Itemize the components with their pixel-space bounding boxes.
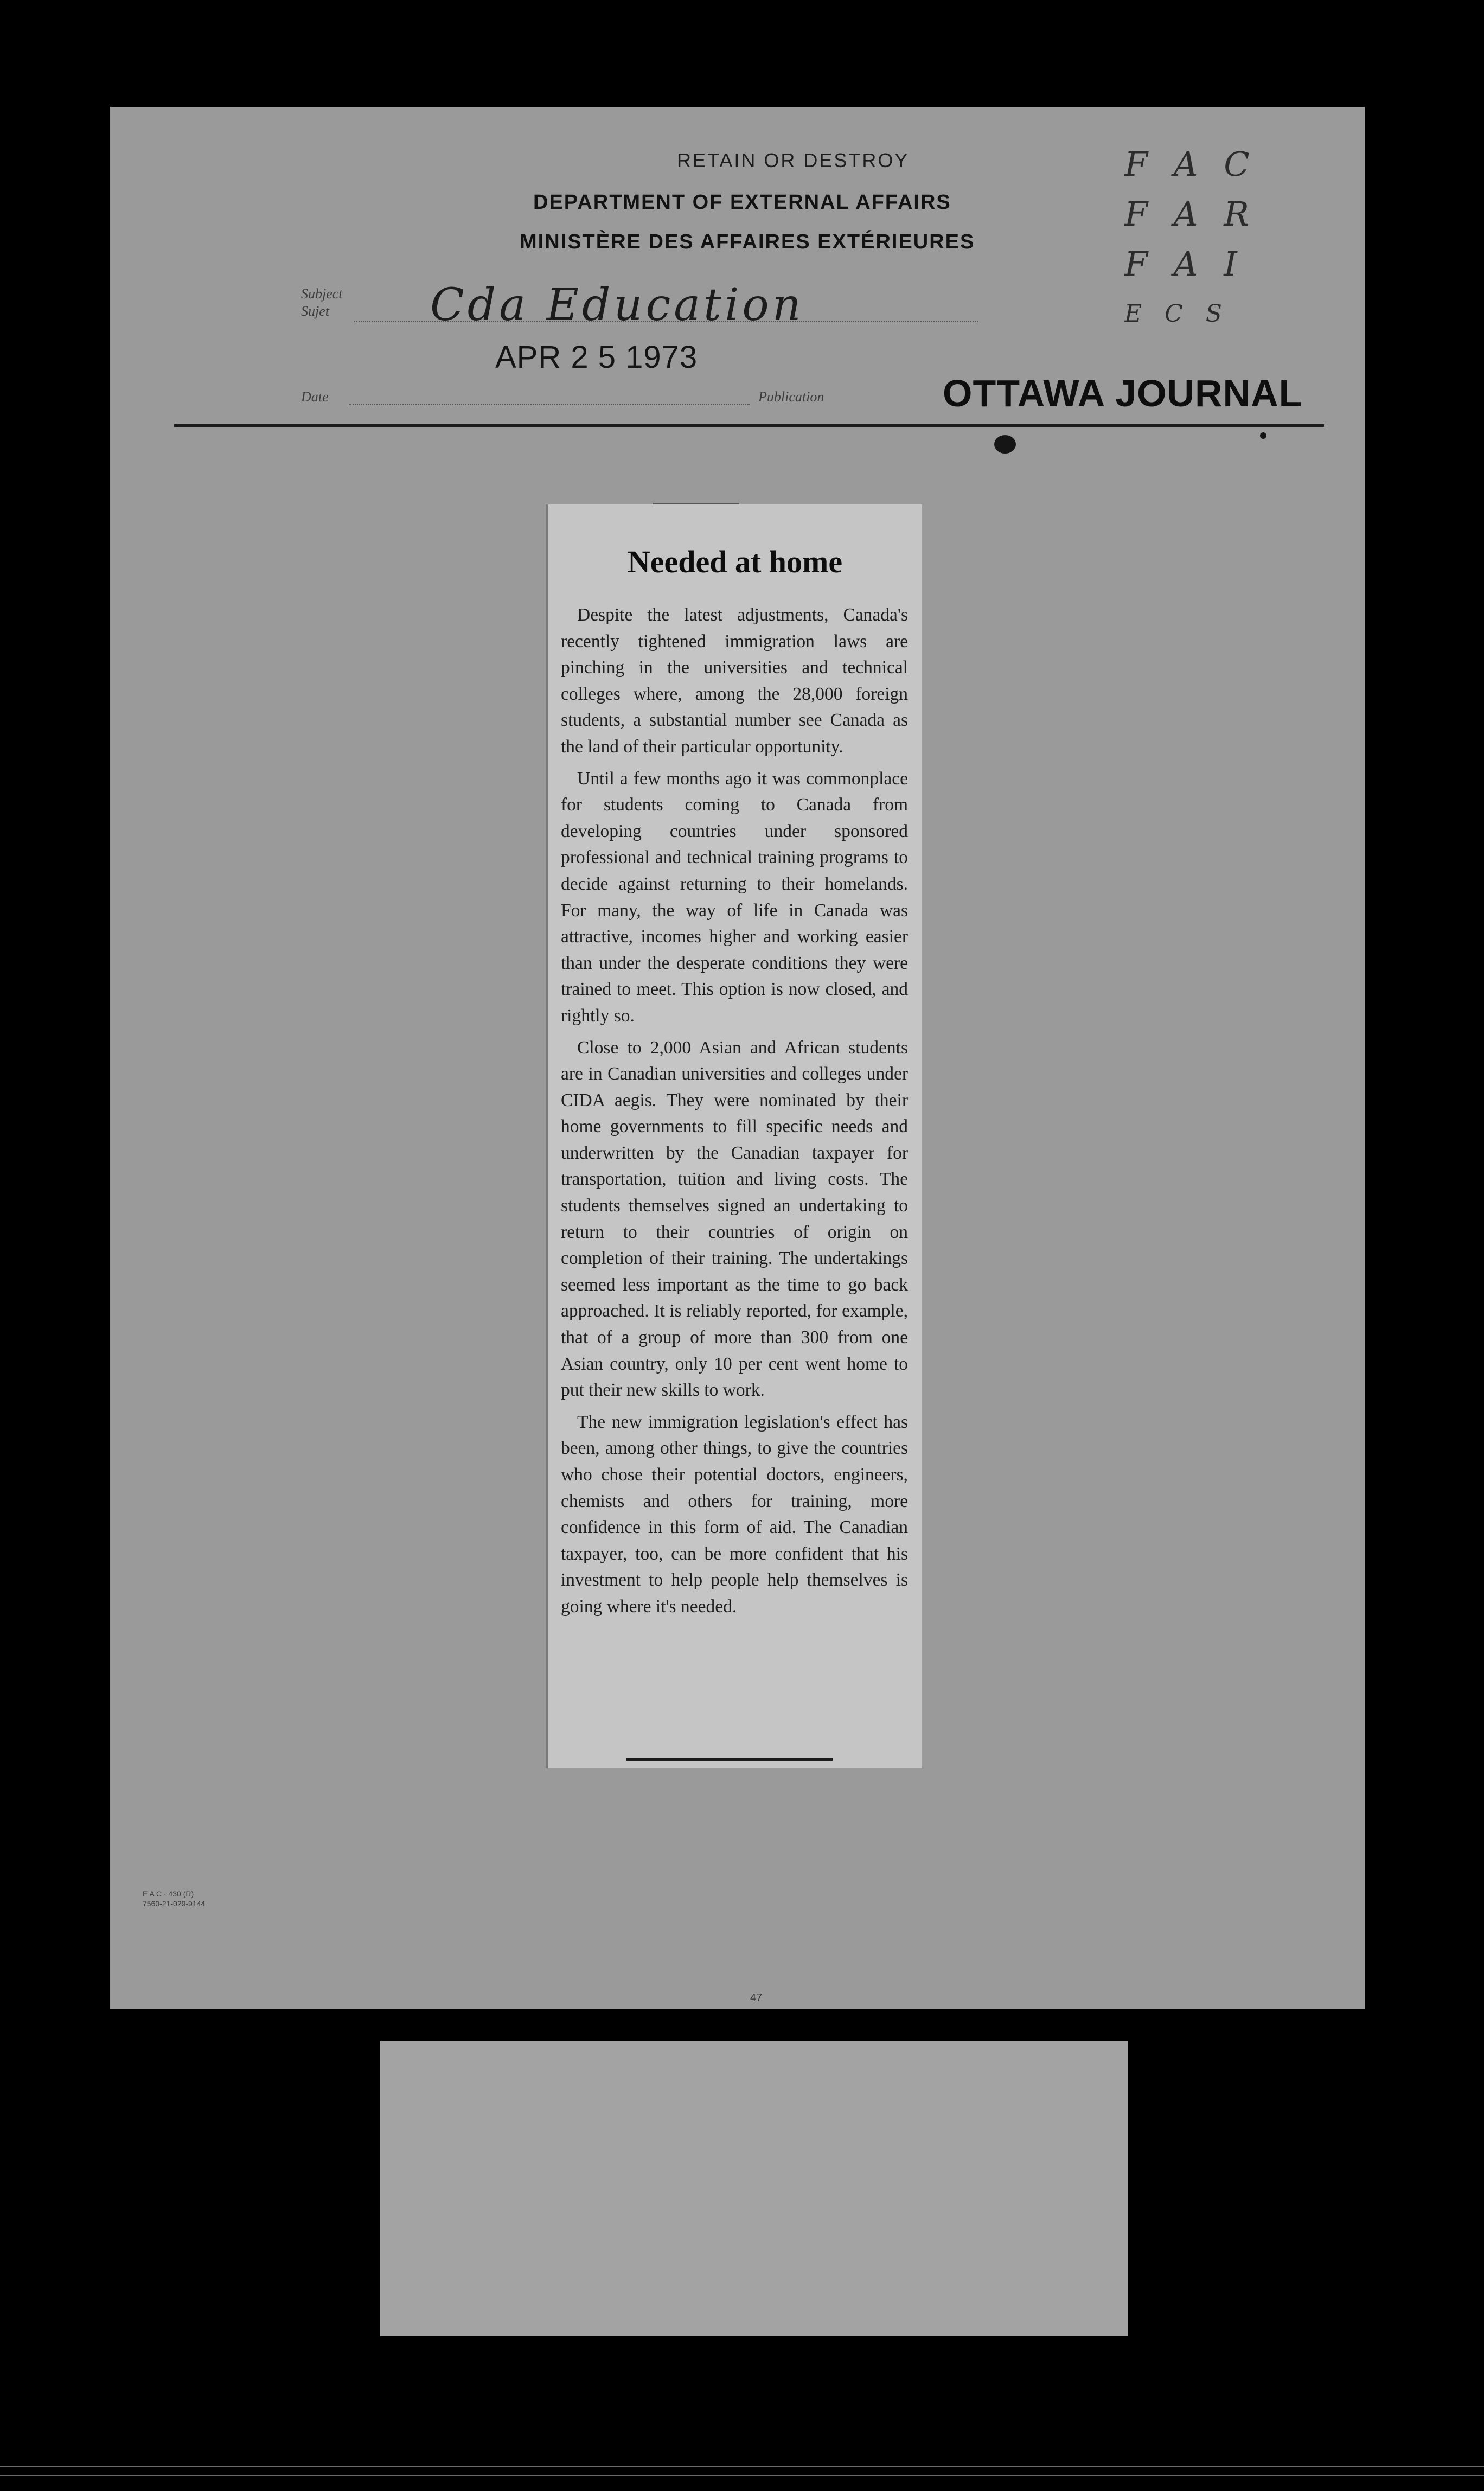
form-code <box>143 1889 205 1908</box>
margin-note: F A I <box>1124 244 1245 284</box>
publication-label: Publication <box>758 389 824 405</box>
publication-value: OTTAWA JOURNAL <box>943 372 1303 414</box>
film-edge-line <box>0 2466 1484 2467</box>
margin-notes <box>1124 139 1257 339</box>
header-rule <box>174 424 1324 427</box>
date-stamp: APR 2 5 1973 <box>495 340 698 375</box>
margin-note: F A C <box>1124 144 1257 184</box>
form-code-line: E A C · 430 (R) <box>143 1889 194 1898</box>
blank-sheet <box>380 2041 1128 2336</box>
document-sheet <box>110 107 1365 2009</box>
subject-label: Subject <box>301 286 343 302</box>
date-label: Date <box>301 389 329 405</box>
article-paragraph: Until a few months ago it was commonplace for students coming to Canada from developing countries under sponsored professional and technical training programs to decide against returning to their homelands. For many, the way of life in Canada was attractive, incomes higher and working easier than under the desperate conditions they were trained to meet. This option is now closed, and rightly so. <box>561 768 908 1026</box>
article-paragraph: Despite the latest adjustments, Canada's recently tightened immigration laws are pinching in the universities and technical colleges where, among the 28,000 foreign students, a substantial number see Canada as the land of their particular opportunity. <box>561 605 908 757</box>
newspaper-clipping <box>546 504 922 1768</box>
ink-spot <box>994 435 1016 454</box>
department-english-heading: DEPARTMENT OF EXTERNAL AFFAIRS <box>533 191 951 214</box>
film-edge-line <box>0 2475 1484 2476</box>
form-code-line: 7560-21-029-9144 <box>143 1899 206 1908</box>
article-paragraph: The new immigration legislation's effect has been, among other things, to give the countries who chose their potential doctors, engineers, chemists and others for training, more confidence in this form of aid. The Canadian taxpayer, too, can be more confident that his investment to help people help themselves is going where it's needed. <box>561 1411 908 1617</box>
article-paragraph: Close to 2,000 Asian and African students are in Canadian universities and colleges under CIDA aegis. They were nominated by their home governments to fill specific needs and underwritten by the Canadian taxpayer for transportation, tuition and living costs. The students themselves signed an undertaking to return to their countries of origin on completion of their training. The undertakings seemed less important as the time to go back approached. It is reliably reported, for example, that of a group of more than 300 from one Asian country, only 10 per cent went home to put their new skills to work. <box>561 1037 908 1401</box>
article-title: Needed at home <box>627 544 843 579</box>
department-french-heading: MINISTÈRE DES AFFAIRES EXTÉRIEURES <box>520 231 975 253</box>
date-dotted-line <box>349 404 750 405</box>
subject-label-french: Sujet <box>301 303 329 319</box>
margin-note: E C S <box>1124 300 1230 328</box>
page-mark: 47 <box>750 1992 763 2004</box>
article-end-rule <box>626 1758 833 1761</box>
article-body <box>561 602 908 1626</box>
subject-value: Cda Education <box>430 279 804 331</box>
ink-spot <box>1260 432 1266 439</box>
margin-note: F A R <box>1124 194 1257 234</box>
retain-or-destroy-heading: RETAIN OR DESTROY <box>677 149 910 171</box>
